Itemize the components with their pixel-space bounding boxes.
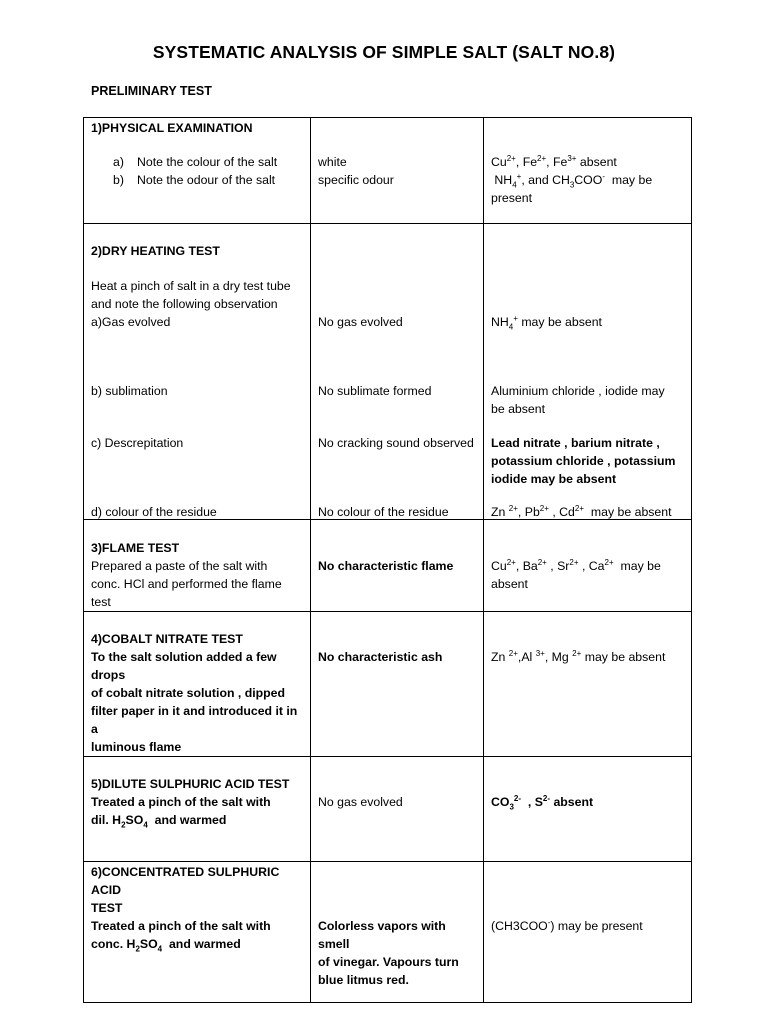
inference-text: $Cu^{2+}$, $Ba^{2+}$ , $Sr^{2+}$ , $Ca^{2+}$ may be <box>491 557 661 573</box>
observation-text: Colorless vapors with smell <box>318 919 446 951</box>
inference-text: Zn $^{2+}$,Al $^{3+}$, Mg $^{2+}$ may be absent <box>491 648 666 664</box>
procedure-line: Treated a pinch of the salt with <box>91 795 271 809</box>
preliminary-test-table <box>83 117 692 1003</box>
test-row-dry-heating <box>84 224 692 520</box>
test-heading: 2)DRY HEATING TEST <box>91 244 220 258</box>
inference-text: present <box>491 191 533 205</box>
inference-cell <box>484 118 692 224</box>
observation-cell <box>311 118 484 224</box>
observation-text: of vinegar. Vapours turn <box>318 955 459 969</box>
test-heading: 1)PHYSICAL EXAMINATION <box>91 121 253 135</box>
procedure-line: Treated a pinch of the salt with <box>91 919 271 933</box>
inference-text: (CH3COO-) may be present <box>491 917 643 933</box>
inference-text: $Cu^{2+}$, $Fe^{2+}$, $Fe^{3+}$ absent <box>491 153 617 169</box>
test-row-cobalt-nitrate <box>84 612 692 757</box>
observation-text: blue litmus red. <box>318 973 409 987</box>
observation-text: No colour of the residue <box>318 505 449 519</box>
observation-text: specific odour <box>318 173 394 187</box>
test-row-dilute-sulphuric-acid <box>84 757 692 862</box>
procedure-line: To the salt solution added a few drops <box>91 650 277 682</box>
inference-text: absent <box>491 577 528 591</box>
procedure-line: dil. $H_2SO_4$ and warmed <box>91 813 227 830</box>
procedure-line: Heat a pinch of salt in a dry test tube <box>91 279 291 293</box>
test-heading: 4)COBALT NITRATE TEST <box>91 632 243 646</box>
inference-cell <box>484 224 692 520</box>
observation-text: No characteristic ash <box>318 650 443 664</box>
experiment-cell <box>84 520 311 612</box>
inference-cell <box>484 612 692 757</box>
observation-cell <box>311 520 484 612</box>
step-label: Note the colour of the salt <box>137 155 278 169</box>
inference-text: $CO_3^{2-}$ , $S^{2-}$ absent <box>491 793 594 812</box>
test-heading: 5)DILUTE SULPHURIC ACID TEST <box>91 777 290 791</box>
inference-text: $NH_4^+$, and $CH_3COO^-$ may be <box>491 171 653 190</box>
observation-text: No cracking sound observed <box>318 436 474 450</box>
experiment-cell <box>84 224 311 520</box>
step-label: b) sublimation <box>91 384 168 398</box>
experiment-cell <box>84 612 311 757</box>
observation-cell <box>311 757 484 862</box>
procedure-line: luminous flame <box>91 740 182 754</box>
procedure-line: and note the following observation <box>91 297 278 311</box>
page-title: SYSTEMATIC ANALYSIS OF SIMPLE SALT (SALT NO.8) <box>152 42 616 62</box>
step-label: c) Descrepitation <box>91 436 184 450</box>
step-label: a)Gas evolved <box>91 315 171 329</box>
test-heading: 3)FLAME TEST <box>91 541 180 555</box>
observation-text: white <box>318 155 347 169</box>
observation-text: No characteristic flame <box>318 559 454 573</box>
step-item <box>113 153 304 171</box>
test-row-physical-examination <box>84 118 692 224</box>
procedure-line: of cobalt nitrate solution , dipped <box>91 686 286 700</box>
inference-text: be absent <box>491 402 546 416</box>
test-row-flame <box>84 520 692 612</box>
step-label: d) colour of the residue <box>91 505 217 519</box>
section-heading: PRELIMINARY TEST <box>91 84 212 98</box>
inference-text: Lead nitrate , barium nitrate , <box>491 436 660 450</box>
inference-text: Zn $^{2+}$, $Pb^{2+}$ , $Cd^{2+}$ may be absent <box>491 503 672 519</box>
inference-text: $NH_4^+$ may be absent <box>491 313 602 332</box>
inference-text: potassium chloride , potassium <box>491 454 676 468</box>
experiment-cell <box>84 757 311 862</box>
experiment-cell <box>84 862 311 1003</box>
step-item <box>113 171 304 189</box>
test-row-concentrated-sulphuric-acid <box>84 862 692 1003</box>
inference-cell <box>484 757 692 862</box>
experiment-cell <box>84 118 311 224</box>
step-label: Note the odour of the salt <box>137 173 276 187</box>
observation-cell <box>311 224 484 520</box>
test-heading: TEST <box>91 901 123 915</box>
observation-text: No sublimate formed <box>318 384 432 398</box>
inference-text: iodide may be absent <box>491 472 617 486</box>
observation-cell <box>311 862 484 1003</box>
procedure-line: test <box>91 595 111 609</box>
inference-cell <box>484 520 692 612</box>
observation-text: No gas evolved <box>318 315 403 329</box>
procedure-line: Prepared a paste of the salt with <box>91 559 268 573</box>
step-marker: b) <box>113 173 124 187</box>
procedure-line: conc. HCl and performed the flame <box>91 577 282 591</box>
test-heading: 6)CONCENTRATED SULPHURIC ACID <box>91 865 280 897</box>
inference-cell <box>484 862 692 1003</box>
procedure-line: conc. $H_2SO_4$ and warmed <box>91 937 241 954</box>
observation-cell <box>311 612 484 757</box>
inference-text: Aluminium chloride , iodide may <box>491 384 665 398</box>
observation-text: No gas evolved <box>318 795 403 809</box>
step-marker: a) <box>113 155 124 169</box>
procedure-line: filter paper in it and introduced it in a <box>91 704 298 736</box>
